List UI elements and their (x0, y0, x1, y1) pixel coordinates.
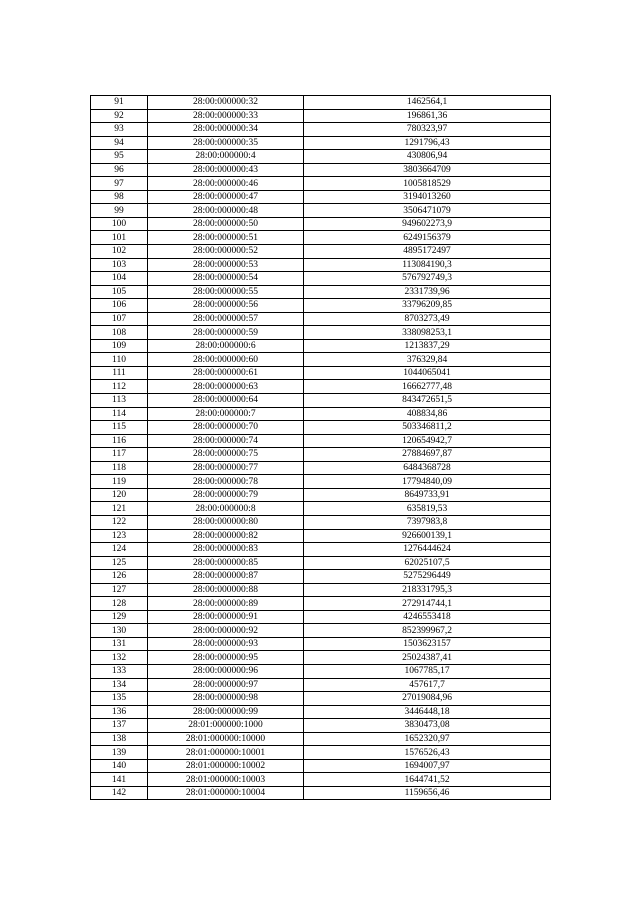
row-number-cell: 105 (91, 285, 148, 299)
row-number-cell: 107 (91, 312, 148, 326)
cadastral-value-cell: 25024387,41 (304, 651, 551, 665)
table-row (91, 556, 551, 570)
cadastral-number-cell: 28:00:000000:51 (148, 231, 304, 245)
cadastral-value-cell: 1576526,43 (304, 746, 551, 760)
cadastral-value-cell: 218331795,3 (304, 583, 551, 597)
cadastral-number-cell: 28:00:000000:53 (148, 258, 304, 272)
cadastral-number-cell: 28:00:000000:56 (148, 299, 304, 313)
table-row (91, 407, 551, 421)
cadastral-value-cell: 2331739,96 (304, 285, 551, 299)
table-row (91, 177, 551, 191)
row-number-cell: 100 (91, 217, 148, 231)
cadastral-number-cell: 28:00:000000:8 (148, 502, 304, 516)
cadastral-number-cell: 28:00:000000:74 (148, 434, 304, 448)
table-row (91, 109, 551, 123)
cadastral-value-cell: 503346811,2 (304, 421, 551, 435)
cadastral-number-cell: 28:00:000000:57 (148, 312, 304, 326)
cadastral-value-cell: 7397983,8 (304, 515, 551, 529)
row-number-cell: 119 (91, 475, 148, 489)
cadastral-number-cell: 28:00:000000:50 (148, 217, 304, 231)
table-row (91, 515, 551, 529)
cadastral-value-cell: 6484368728 (304, 461, 551, 475)
table-row (91, 285, 551, 299)
cadastral-number-cell: 28:00:000000:96 (148, 664, 304, 678)
cadastral-number-cell: 28:00:000000:48 (148, 204, 304, 218)
cadastral-number-cell: 28:00:000000:54 (148, 272, 304, 286)
row-number-cell: 101 (91, 231, 148, 245)
table-row (91, 326, 551, 340)
table-row (91, 651, 551, 665)
table-row (91, 583, 551, 597)
row-number-cell: 103 (91, 258, 148, 272)
table-row (91, 732, 551, 746)
row-number-cell: 98 (91, 190, 148, 204)
table-row (91, 150, 551, 164)
row-number-cell: 140 (91, 759, 148, 773)
table-row (91, 380, 551, 394)
cadastral-value-cell: 17794840,09 (304, 475, 551, 489)
row-number-cell: 96 (91, 163, 148, 177)
row-number-cell: 135 (91, 692, 148, 706)
cadastral-value-cell: 949602273,9 (304, 217, 551, 231)
row-number-cell: 102 (91, 245, 148, 259)
row-number-cell: 94 (91, 136, 148, 150)
cadastral-number-cell: 28:00:000000:52 (148, 245, 304, 259)
cadastral-value-cell: 3446448,18 (304, 705, 551, 719)
table-row (91, 123, 551, 137)
row-number-cell: 112 (91, 380, 148, 394)
row-number-cell: 127 (91, 583, 148, 597)
row-number-cell: 115 (91, 421, 148, 435)
cadastral-number-cell: 28:00:000000:55 (148, 285, 304, 299)
cadastral-value-cell: 1067785,17 (304, 664, 551, 678)
table-row (91, 434, 551, 448)
cadastral-value-cell: 780323,97 (304, 123, 551, 137)
row-number-cell: 97 (91, 177, 148, 191)
row-number-cell: 131 (91, 637, 148, 651)
cadastral-number-cell: 28:00:000000:34 (148, 123, 304, 137)
table-row (91, 312, 551, 326)
row-number-cell: 142 (91, 786, 148, 800)
table-row (91, 421, 551, 435)
table-row (91, 136, 551, 150)
cadastral-value-cell: 376329,84 (304, 353, 551, 367)
cadastral-value-cell: 843472651,5 (304, 394, 551, 408)
cadastral-value-cell: 1503623157 (304, 637, 551, 651)
cadastral-value-cell: 852399967,2 (304, 624, 551, 638)
row-number-cell: 130 (91, 624, 148, 638)
table-row (91, 475, 551, 489)
cadastral-number-cell: 28:00:000000:79 (148, 488, 304, 502)
cadastral-number-cell: 28:00:000000:78 (148, 475, 304, 489)
cadastral-value-cell: 1213837,29 (304, 339, 551, 353)
cadastral-number-cell: 28:00:000000:47 (148, 190, 304, 204)
cadastral-number-cell: 28:00:000000:87 (148, 570, 304, 584)
cadastral-number-cell: 28:00:000000:93 (148, 637, 304, 651)
table-row (91, 353, 551, 367)
row-number-cell: 108 (91, 326, 148, 340)
cadastral-value-cell: 196861,36 (304, 109, 551, 123)
cadastral-value-cell: 113084190,3 (304, 258, 551, 272)
cadastral-value-cell: 1652320,97 (304, 732, 551, 746)
table-row (91, 366, 551, 380)
table-row (91, 543, 551, 557)
cadastral-number-cell: 28:00:000000:32 (148, 96, 304, 110)
row-number-cell: 93 (91, 123, 148, 137)
table-row (91, 204, 551, 218)
table-row (91, 664, 551, 678)
row-number-cell: 129 (91, 610, 148, 624)
cadastral-number-cell: 28:00:000000:35 (148, 136, 304, 150)
cadastral-value-cell: 1276444624 (304, 543, 551, 557)
cadastral-number-cell: 28:01:000000:10001 (148, 746, 304, 760)
row-number-cell: 128 (91, 597, 148, 611)
cadastral-value-cell: 8703273,49 (304, 312, 551, 326)
cadastral-value-cell: 27019084,96 (304, 692, 551, 706)
cadastral-value-cell: 27884697,87 (304, 448, 551, 462)
table-row (91, 624, 551, 638)
row-number-cell: 106 (91, 299, 148, 313)
table-row (91, 502, 551, 516)
cadastral-number-cell: 28:00:000000:91 (148, 610, 304, 624)
table-row (91, 488, 551, 502)
row-number-cell: 111 (91, 366, 148, 380)
cadastral-value-cell: 457617,7 (304, 678, 551, 692)
cadastral-value-cell: 3506471079 (304, 204, 551, 218)
row-number-cell: 118 (91, 461, 148, 475)
table-row (91, 678, 551, 692)
row-number-cell: 110 (91, 353, 148, 367)
row-number-cell: 134 (91, 678, 148, 692)
cadastral-value-cell: 16662777,48 (304, 380, 551, 394)
cadastral-value-cell: 1291796,43 (304, 136, 551, 150)
table-row (91, 570, 551, 584)
cadastral-number-cell: 28:00:000000:6 (148, 339, 304, 353)
row-number-cell: 132 (91, 651, 148, 665)
cadastral-value-cell: 1644741,52 (304, 773, 551, 787)
cadastral-number-cell: 28:00:000000:99 (148, 705, 304, 719)
row-number-cell: 91 (91, 96, 148, 110)
table-row (91, 719, 551, 733)
row-number-cell: 92 (91, 109, 148, 123)
cadastral-value-cell: 926600139,1 (304, 529, 551, 543)
row-number-cell: 99 (91, 204, 148, 218)
table-row (91, 190, 551, 204)
table-row (91, 258, 551, 272)
table-body (91, 96, 551, 800)
cadastral-number-cell: 28:01:000000:10004 (148, 786, 304, 800)
cadastral-value-cell: 6249156379 (304, 231, 551, 245)
cadastral-value-cell: 576792749,3 (304, 272, 551, 286)
cadastral-number-cell: 28:00:000000:80 (148, 515, 304, 529)
cadastral-number-cell: 28:00:000000:92 (148, 624, 304, 638)
cadastral-number-cell: 28:00:000000:63 (148, 380, 304, 394)
cadastral-number-cell: 28:00:000000:7 (148, 407, 304, 421)
table-row (91, 461, 551, 475)
cadastral-number-cell: 28:00:000000:61 (148, 366, 304, 380)
cadastral-value-cell: 1694007,97 (304, 759, 551, 773)
row-number-cell: 116 (91, 434, 148, 448)
cadastral-value-cell: 5275296449 (304, 570, 551, 584)
table-row (91, 759, 551, 773)
row-number-cell: 95 (91, 150, 148, 164)
table-row (91, 529, 551, 543)
cadastral-number-cell: 28:01:000000:1000 (148, 719, 304, 733)
cadastral-number-cell: 28:00:000000:60 (148, 353, 304, 367)
cadastral-value-cell: 1159656,46 (304, 786, 551, 800)
cadastral-value-cell: 120654942,7 (304, 434, 551, 448)
table-row (91, 448, 551, 462)
table-row (91, 231, 551, 245)
table-row (91, 773, 551, 787)
cadastral-value-cell: 338098253,1 (304, 326, 551, 340)
cadastral-number-cell: 28:01:000000:10003 (148, 773, 304, 787)
cadastral-value-cell: 430806,94 (304, 150, 551, 164)
cadastral-number-cell: 28:00:000000:98 (148, 692, 304, 706)
cadastral-number-cell: 28:00:000000:59 (148, 326, 304, 340)
cadastral-value-cell: 1462564,1 (304, 96, 551, 110)
cadastral-value-cell: 4895172497 (304, 245, 551, 259)
cadastral-number-cell: 28:00:000000:75 (148, 448, 304, 462)
table-row (91, 339, 551, 353)
table-row (91, 394, 551, 408)
row-number-cell: 137 (91, 719, 148, 733)
cadastral-number-cell: 28:00:000000:83 (148, 543, 304, 557)
row-number-cell: 104 (91, 272, 148, 286)
row-number-cell: 125 (91, 556, 148, 570)
table-row (91, 245, 551, 259)
row-number-cell: 122 (91, 515, 148, 529)
cadastral-number-cell: 28:01:000000:10000 (148, 732, 304, 746)
cadastral-value-cell: 3830473,08 (304, 719, 551, 733)
cadastral-value-cell: 3803664709 (304, 163, 551, 177)
cadastral-number-cell: 28:00:000000:70 (148, 421, 304, 435)
cadastral-number-cell: 28:00:000000:46 (148, 177, 304, 191)
table-row (91, 163, 551, 177)
cadastral-number-cell: 28:01:000000:10002 (148, 759, 304, 773)
cadastral-number-cell: 28:00:000000:89 (148, 597, 304, 611)
table-row (91, 705, 551, 719)
row-number-cell: 109 (91, 339, 148, 353)
cadastral-value-cell: 635819,53 (304, 502, 551, 516)
row-number-cell: 123 (91, 529, 148, 543)
row-number-cell: 120 (91, 488, 148, 502)
cadastral-number-cell: 28:00:000000:33 (148, 109, 304, 123)
cadastral-value-cell: 1005818529 (304, 177, 551, 191)
table-row (91, 786, 551, 800)
row-number-cell: 113 (91, 394, 148, 408)
table-row (91, 610, 551, 624)
cadastral-number-cell: 28:00:000000:77 (148, 461, 304, 475)
table-row (91, 746, 551, 760)
row-number-cell: 138 (91, 732, 148, 746)
cadastral-number-cell: 28:00:000000:4 (148, 150, 304, 164)
cadastral-value-cell: 62025107,5 (304, 556, 551, 570)
cadastral-number-cell: 28:00:000000:64 (148, 394, 304, 408)
cadastral-number-cell: 28:00:000000:82 (148, 529, 304, 543)
cadastral-number-cell: 28:00:000000:97 (148, 678, 304, 692)
cadastral-value-table (90, 95, 551, 800)
table-row (91, 217, 551, 231)
cadastral-value-cell: 8649733,91 (304, 488, 551, 502)
cadastral-number-cell: 28:00:000000:43 (148, 163, 304, 177)
row-number-cell: 114 (91, 407, 148, 421)
row-number-cell: 121 (91, 502, 148, 516)
row-number-cell: 133 (91, 664, 148, 678)
cadastral-number-cell: 28:00:000000:85 (148, 556, 304, 570)
cadastral-value-cell: 408834,86 (304, 407, 551, 421)
cadastral-number-cell: 28:00:000000:88 (148, 583, 304, 597)
table-row (91, 96, 551, 110)
cadastral-value-cell: 4246553418 (304, 610, 551, 624)
table-row (91, 272, 551, 286)
cadastral-value-cell: 272914744,1 (304, 597, 551, 611)
cadastral-value-cell: 33796209,85 (304, 299, 551, 313)
table-row (91, 692, 551, 706)
row-number-cell: 117 (91, 448, 148, 462)
row-number-cell: 139 (91, 746, 148, 760)
cadastral-value-cell: 3194013260 (304, 190, 551, 204)
row-number-cell: 124 (91, 543, 148, 557)
row-number-cell: 126 (91, 570, 148, 584)
cadastral-number-cell: 28:00:000000:95 (148, 651, 304, 665)
row-number-cell: 136 (91, 705, 148, 719)
table-row (91, 299, 551, 313)
cadastral-value-cell: 1044065041 (304, 366, 551, 380)
row-number-cell: 141 (91, 773, 148, 787)
table-row (91, 637, 551, 651)
table-row (91, 597, 551, 611)
